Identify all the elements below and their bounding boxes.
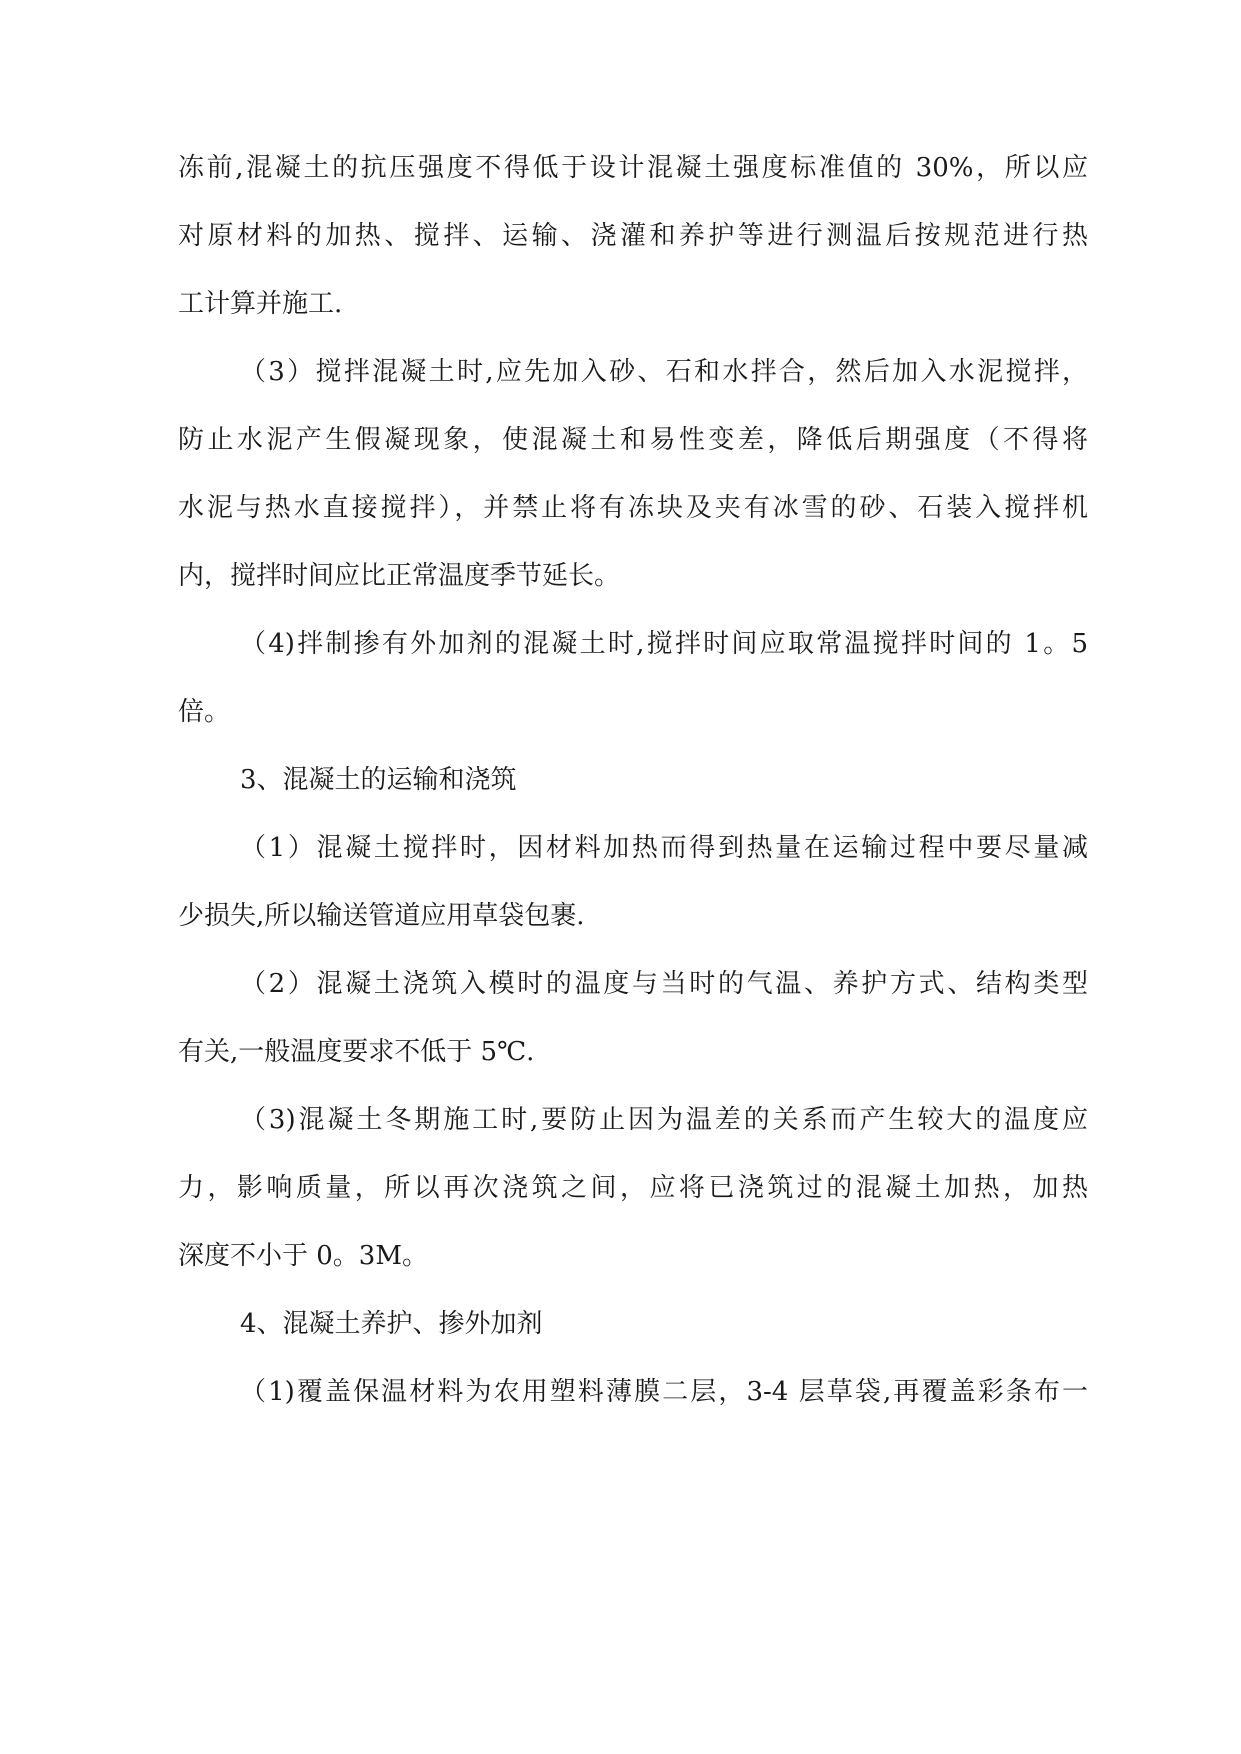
text-line: 力，影响质量，所以再次浇筑之间，应将已浇筑过的混凝土加热，加热 xyxy=(178,1173,1088,1203)
paragraph-first-line: （3)混凝土冬期施工时,要防止因为温差的关系而产生较大的温度应 xyxy=(240,1105,1088,1135)
paragraph-first-line: （3）搅拌混凝土时,应先加入砂、石和水拌合，然后加入水泥搅拌， xyxy=(240,357,1088,387)
text-line: 对原材料的加热、搅拌、运输、浇灌和养护等进行测温后按规范进行热 xyxy=(178,221,1088,251)
section-heading: 4、混凝土养护、掺外加剂 xyxy=(240,1309,543,1339)
text-line: 水泥与热水直接搅拌），并禁止将有冻块及夹有冰雪的砂、石装入搅拌机 xyxy=(178,493,1088,523)
text-line: 内，搅拌时间应比正常温度季节延长。 xyxy=(178,561,621,591)
text-line: 工计算并施工. xyxy=(178,289,343,319)
text-line: 防止水泥产生假凝现象，使混凝土和易性变差，降低后期强度（不得将 xyxy=(178,425,1088,455)
text-line: 冻前,混凝土的抗压强度不得低于设计混凝土强度标准值的 30%，所以应 xyxy=(178,153,1088,183)
text-line: 有关,一般温度要求不低于 5℃. xyxy=(178,1037,535,1067)
paragraph-first-line: （2）混凝土浇筑入模时的温度与当时的气温、养护方式、结构类型 xyxy=(240,969,1088,999)
section-heading: 3、混凝土的运输和浇筑 xyxy=(240,765,517,795)
text-line: 倍。 xyxy=(178,697,231,727)
text-line: 少损失,所以输送管道应用草袋包裹. xyxy=(178,901,585,931)
text-line: 深度不小于 0。3M。 xyxy=(178,1241,428,1271)
paragraph-first-line: （1)覆盖保温材料为农用塑料薄膜二层，3-4 层草袋,再覆盖彩条布一 xyxy=(240,1377,1088,1407)
paragraph-first-line: （4)拌制掺有外加剂的混凝土时,搅拌时间应取常温搅拌时间的 1。5 xyxy=(240,629,1088,659)
paragraph-first-line: （1）混凝土搅拌时，因材料加热而得到热量在运输过程中要尽量减 xyxy=(240,833,1088,863)
